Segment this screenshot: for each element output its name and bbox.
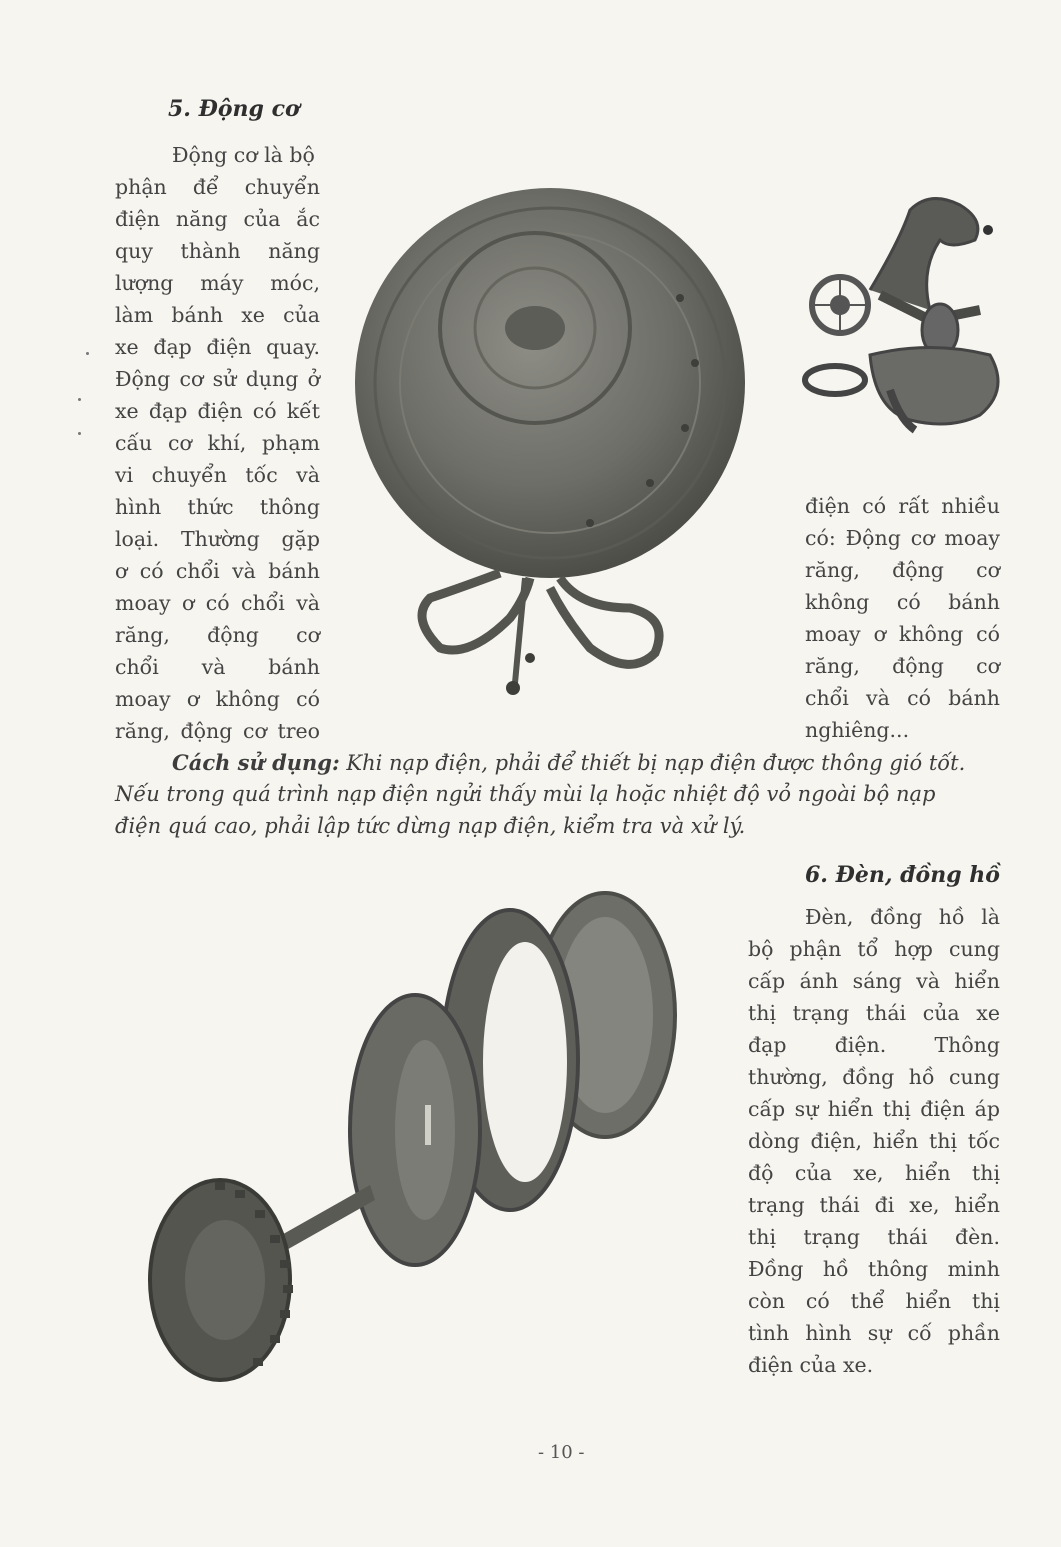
body-line: trạng thái đi xe, hiển (748, 1193, 1000, 1217)
body-line: lượng máy móc, (115, 271, 320, 295)
body-line: Động cơ là bộ (172, 143, 315, 167)
body-line: Đèn, đồng hồ là (805, 905, 1000, 929)
usage-line-1 (172, 750, 965, 775)
body-line: răng, động cơ (805, 558, 1000, 582)
body-line: cấu cơ khí, phạm (115, 431, 320, 455)
body-line: xe đạp điện quay. (115, 335, 320, 359)
body-line: ơ có chổi và bánh (115, 559, 320, 583)
body-line: hình thức thông (115, 495, 320, 519)
page-number: - 10 - (538, 1442, 585, 1463)
usage-line-3: điện quá cao, phải lập tức dừng nạp điện, kiểm tra và xử lý. (115, 814, 746, 838)
body-line: loại. Thường gặp (115, 527, 320, 551)
body-line: điện có rất nhiều (805, 494, 1000, 518)
body-line: moay ơ có chổi và (115, 591, 320, 615)
body-line: làm bánh xe của (115, 303, 320, 327)
hub-motor-image (350, 178, 750, 723)
motor-parts-image (125, 890, 705, 1385)
body-line: vi chuyển tốc và (115, 463, 320, 487)
scan-speck (78, 398, 81, 401)
body-line: độ của xe, hiển thị (748, 1161, 1000, 1185)
body-line: Đồng hồ thông minh (748, 1257, 1000, 1281)
body-line: cấp ánh sáng và hiển (748, 969, 1000, 993)
scooter-drawing-image (800, 180, 1015, 455)
body-line: phận để chuyển (115, 175, 320, 199)
usage-text: Khi nạp điện, phải để thiết bị nạp điện được thông gió tốt. (339, 751, 966, 775)
body-line: xe đạp điện có kết (115, 399, 320, 423)
scan-speck (86, 352, 89, 355)
body-line: có: Động cơ moay (805, 526, 1000, 550)
body-line: còn có thể hiển thị (748, 1289, 1000, 1313)
section-6-heading: 6. Đèn, đồng hồ (805, 862, 1000, 888)
body-line: cấp sự hiển thị điện áp (748, 1097, 1000, 1121)
body-line: đạp điện. Thông (748, 1033, 1000, 1057)
body-line: không có bánh (805, 590, 1000, 614)
body-line: thị trạng thái của xe (748, 1001, 1000, 1025)
body-line: moay ơ không có (115, 687, 320, 711)
body-line: quy thành năng (115, 239, 320, 263)
body-line: điện năng của ắc (115, 207, 320, 231)
body-line: thị trạng thái đèn. (748, 1225, 1000, 1249)
body-line: răng, động cơ treo (115, 719, 320, 743)
body-line: moay ơ không có (805, 622, 1000, 646)
body-line: dòng điện, hiển thị tốc (748, 1129, 1000, 1153)
body-line: Động cơ sử dụng ở (115, 367, 320, 391)
body-line: răng, động cơ (115, 623, 320, 647)
body-line: bộ phận tổ hợp cung (748, 937, 1000, 961)
section-5-heading: 5. Động cơ (168, 96, 300, 122)
body-line: chổi và bánh (115, 655, 320, 679)
usage-label: Cách sử dụng: (172, 750, 340, 775)
scan-speck (78, 432, 81, 435)
body-line: tình hình sự cố phần (748, 1321, 1000, 1345)
body-line: răng, động cơ (805, 654, 1000, 678)
body-line: chổi và có bánh (805, 686, 1000, 710)
body-line: thường, đồng hồ cung (748, 1065, 1000, 1089)
body-line: điện của xe. (748, 1353, 874, 1377)
body-line: nghiêng... (805, 718, 910, 742)
usage-line-2: Nếu trong quá trình nạp điện ngửi thấy mùi lạ hoặc nhiệt độ vỏ ngoài bộ nạp (115, 782, 936, 806)
